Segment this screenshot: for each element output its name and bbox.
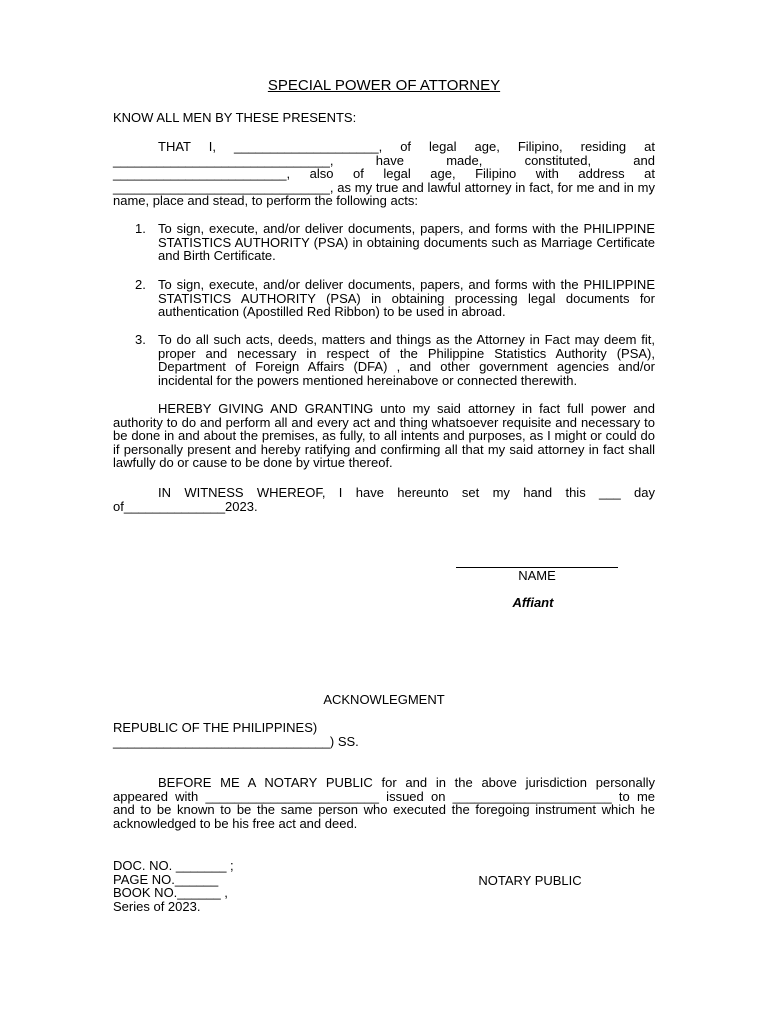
hereby-paragraph: HEREBY GIVING AND GRANTING unto my said attorney in fact full power and authority to do and perform all and every act and thing whatsoever requisite and necessary to be done in and about the premises, as fully, to all intents and purposes, as I might or could do if personally present and hereby ratifying and confirming all that my said attorney in fact shall lawfully do or cause to be done by virtue thereof. [113, 401, 655, 471]
notary-public-label: NOTARY PUBLIC [478, 873, 582, 888]
book-no: BOOK NO.______ , [113, 885, 228, 901]
page-no: PAGE NO.______ [113, 871, 219, 887]
act-number: 1. [135, 221, 146, 236]
witness-paragraph [113, 486, 655, 513]
doc-no: DOC. NO. _______ ; [113, 858, 234, 873]
act-text: To sign, execute, and/or deliver documents, papers, and forms with the PHILIPPINE STATISTICS AUTHORITY (PSA) in obtaining processing legal documents for authentication (Apostilled Red Ribbon) to be used in abroad. [158, 277, 655, 320]
act-text: To do all such acts, deeds, matters and things as the Attorney in Fact may deem fit, proper and necessary in respect of the Philippine Statistics Authority (PSA), Department of Foreign Affairs (DFA) , and other government agencies and/or incidental for the powers mentioned hereinabove or connected therewith. [158, 332, 655, 388]
act-text: To sign, execute, and/or deliver documents, papers, and forms with the PHILIPPINE STATISTICS AUTHORITY (PSA) in obtaining documents such as Marriage Certificate and Birth Certificate. [158, 221, 655, 264]
act-item-2 [113, 278, 655, 319]
affiant-label: Affiant [512, 595, 554, 610]
that-paragraph: THAT I, ____________________, of legal age, Filipino, residing at ______________________________, have made, constituted, and ________________________, also of legal age, Filipino with address at ______________________________, as my true and lawful attorney in fact, for me and in my name, place and stead, to perform the following acts: [113, 139, 655, 209]
witness-line-1: IN WITNESS WHEREOF, I have hereunto set my hand this ___ day [158, 485, 655, 500]
act-item-1 [113, 222, 655, 263]
ss-line: ______________________________) SS. [113, 733, 359, 749]
act-number: 2. [135, 277, 146, 292]
act-number: 3. [135, 332, 146, 347]
document-title: SPECIAL POWER OF ATTORNEY [267, 77, 501, 94]
witness-line-2: of______________2023. [113, 498, 258, 514]
intro-line: KNOW ALL MEN BY THESE PRESENTS: [113, 110, 357, 125]
before-me-paragraph: BEFORE ME A NOTARY PUBLIC for and in the above jurisdiction personally appeared with ________________________ issued on ______________________ to me and to be known to be the same person who executed the foregoing instrument which he acknowledged to be his free act and deed. [113, 775, 655, 831]
republic-line: REPUBLIC OF THE PHILIPPINES) [113, 720, 318, 735]
series: Series of 2023. [113, 898, 201, 914]
venue-block [113, 721, 655, 748]
act-item-3 [113, 333, 655, 387]
acknowledgment-heading: ACKNOWLEGMENT [323, 692, 445, 707]
signature-name-label: NAME [518, 568, 556, 583]
